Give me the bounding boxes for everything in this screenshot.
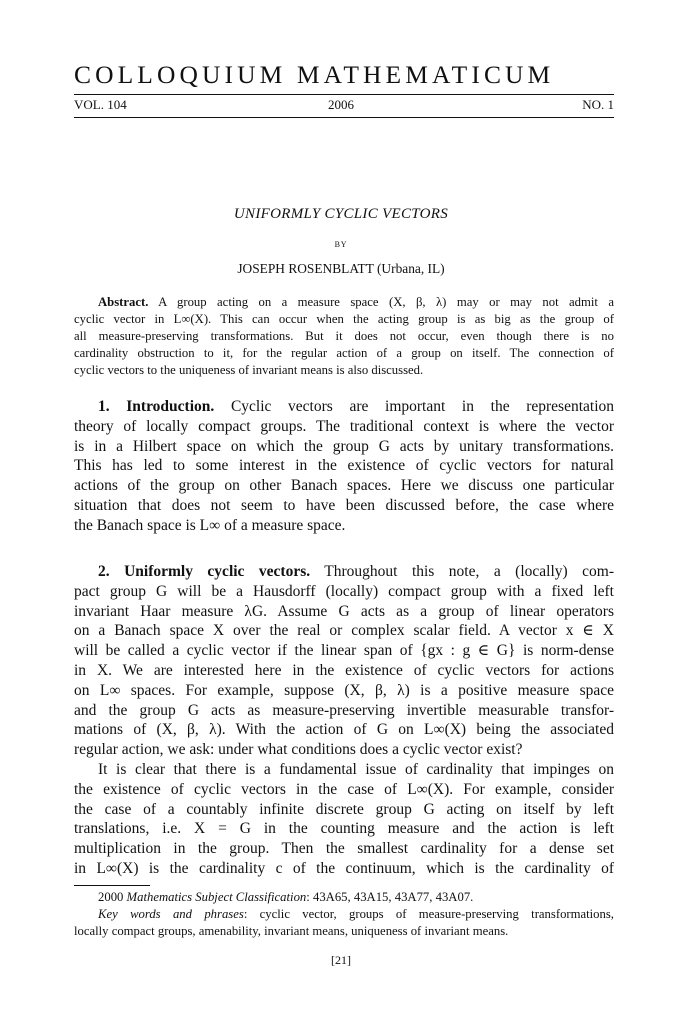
body-line: in L∞(X) is the cardinality c of the continuum, which is the cardinality of <box>74 860 614 877</box>
section-heading-introduction: 1. Introduction. <box>98 398 215 415</box>
abstract-line: Abstract. A group acting on a measure space (X, β, λ) may or may not admit a <box>98 295 614 309</box>
body-line: 2. Uniformly cyclic vectors. Throughout this note, a (locally) com- <box>98 563 614 580</box>
body-line: 1. Introduction. Cyclic vectors are important in the representation <box>98 398 615 415</box>
keywords-line: locally compact groups, amenability, invariant means, uniqueness of invariant means. <box>74 924 509 938</box>
section-heading-uniformly-cyclic: 2. Uniformly cyclic vectors. <box>98 563 311 580</box>
body-line: invariant Haar measure λG. Assume G acts as a group of linear operators <box>74 602 614 620</box>
body-line: This has led to some interest in the existence of cyclic vectors for natural <box>74 457 614 475</box>
abstract-line: cardinality obstruction to it, for the regular action of a group on itself. The connection of <box>74 346 614 360</box>
abstract-line: cyclic vectors to the uniqueness of invariant means is also discussed. <box>74 363 424 377</box>
body-line: the Banach space is L∞ of a measure space. <box>74 516 346 534</box>
year-label: 2006 <box>328 97 354 112</box>
body-line: pact group G will be a Hausdorff (locally) compact group with a fixed left <box>74 582 614 600</box>
body-line: translations, i.e. X = G in the counting measure and the action is left <box>74 820 614 838</box>
body-line: actions of the group on other Banach spaces. Here we discuss one particular <box>74 477 614 495</box>
footnote-rule <box>74 885 150 886</box>
body-line: is in a Hilbert space on which the group G acts by unitary transformations. <box>74 437 614 455</box>
body-line: on L∞ spaces. For example, suppose (X, β, λ) is a positive measure space <box>74 681 614 699</box>
header-rule-bottom <box>74 117 614 118</box>
body-line: regular action, we ask: under what conditions does a cyclic vector exist? <box>74 741 523 759</box>
body-line: will be called a cyclic vector if the linear span of {gx : g ∈ G} is norm-dense <box>74 642 614 660</box>
volume-label: VOL. 104 <box>74 97 127 112</box>
abstract-label: Abstract. <box>98 295 149 309</box>
body-line: situation that does not seem to have been discussed before, the case where <box>74 497 614 514</box>
body-line: It is clear that there is a fundamental issue of cardinality that impinges on <box>98 761 614 778</box>
body-line: the case of a countably infinite discrete group G acting on itself by left <box>74 800 614 818</box>
body-line: in X. We are interested here in the existence of cyclic vectors for actions <box>74 662 614 679</box>
body-line: the existence of cyclic vectors in the case of L∞(X). For example, consider <box>74 780 614 798</box>
abstract-line: cyclic vector in L∞(X). This can occur when the acting group is as big as the group of <box>74 312 614 326</box>
author-line: JOSEPH ROSENBLATT (Urbana, IL) <box>237 261 445 276</box>
body-line: multiplication in the group. Then the smallest cardinality for a dense set <box>74 840 614 858</box>
keywords-line: Key words and phrases: cyclic vector, groups of measure-preserving transformations, <box>98 907 614 921</box>
journal-title: COLLOQUIUM MATHEMATICUM <box>74 60 555 89</box>
by-label: BY <box>334 240 348 249</box>
msc-line: 2000 Mathematics Subject Classification: 43A65, 43A15, 43A77, 43A07. <box>98 890 474 904</box>
article-title: UNIFORMLY CYCLIC VECTORS <box>233 206 449 222</box>
page-number: [21] <box>331 953 351 967</box>
header-rule-top <box>74 94 614 95</box>
issue-number: NO. 1 <box>582 97 614 112</box>
abstract-line: all measure-preserving transformations. But it does not occur, even though there is no <box>74 329 614 343</box>
body-line: theory of locally compact groups. The traditional context is where the vector <box>74 417 614 435</box>
body-line: on a Banach space X over the real or complex scalar field. A vector x ∈ X <box>74 622 614 640</box>
body-line: mations of (X, β, λ). With the action of G on L∞(X) being the associated <box>74 721 614 739</box>
body-line: and the group G acts as measure-preserving invertible measurable transfor- <box>74 701 614 719</box>
